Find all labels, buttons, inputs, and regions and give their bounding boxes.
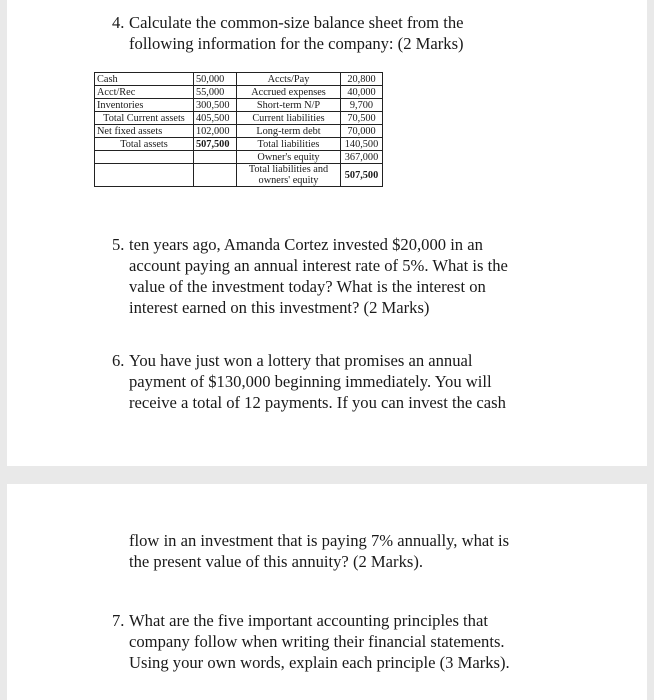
question-4-number: 4. <box>112 13 125 32</box>
question-7-line-1: What are the five important accounting principles that <box>129 611 488 630</box>
table-row <box>95 138 383 151</box>
question-6-continued <box>112 530 537 572</box>
table-cell: 9,700 <box>341 99 383 112</box>
question-6-number: 6. <box>112 351 125 370</box>
question-6-line-4: flow in an investment that is paying 7% annually, what is <box>129 531 510 550</box>
table-row <box>95 112 383 125</box>
table-cell: Current liabilities <box>237 112 341 125</box>
table-cell: Long-term debt <box>237 125 341 138</box>
table-cell <box>194 164 237 187</box>
question-6-line-2: payment of $130,000 beginning immediately. You will <box>129 372 492 391</box>
question-5 <box>112 234 537 318</box>
table-cell: 507,500 <box>341 164 383 187</box>
question-6-line-3: receive a total of 12 payments. If you can invest the cash <box>129 393 506 412</box>
table-cell: 50,000 <box>194 73 237 86</box>
table-cell: 367,000 <box>341 151 383 164</box>
question-6 <box>112 350 537 413</box>
table-cell: Accts/Pay <box>237 73 341 86</box>
table-cell: Total assets <box>95 138 194 151</box>
table-cell: Total liabilities and owners' equity <box>237 164 341 187</box>
table-cell <box>194 151 237 164</box>
question-5-line-1: ten years ago, Amanda Cortez invested $20,000 in an <box>129 235 483 254</box>
question-7-line-3: Using your own words, explain each principle (3 Marks). <box>129 653 510 672</box>
table-cell: 70,500 <box>341 112 383 125</box>
question-7-line-2: company follow when writing their financial statements. <box>129 632 505 651</box>
table-cell <box>95 164 194 187</box>
table-cell: Acct/Rec <box>95 86 194 99</box>
table-cell: Owner's equity <box>237 151 341 164</box>
question-6-line-5: the present value of this annuity? (2 Marks). <box>129 552 423 571</box>
table-cell: Total liabilities <box>237 138 341 151</box>
balance-sheet-table <box>94 72 383 187</box>
table-cell: Total Current assets <box>95 112 194 125</box>
table-row <box>95 125 383 138</box>
table-cell: 70,000 <box>341 125 383 138</box>
table-row <box>95 151 383 164</box>
table-cell: 102,000 <box>194 125 237 138</box>
question-4-line-2: following information for the company: (2 Marks) <box>129 34 464 53</box>
table-row <box>95 86 383 99</box>
table-row <box>95 73 383 86</box>
question-6-line-1: You have just won a lottery that promises an annual <box>129 351 473 370</box>
question-5-line-2: account paying an annual interest rate of 5%. What is the <box>129 256 508 275</box>
question-5-line-4: interest earned on this investment? (2 Marks) <box>129 298 430 317</box>
question-4-line-1: Calculate the common-size balance sheet from the <box>129 13 464 32</box>
table-cell: 507,500 <box>194 138 237 151</box>
table-cell: Accrued expenses <box>237 86 341 99</box>
question-5-line-3: value of the investment today? What is the interest on <box>129 277 486 296</box>
table-cell: 140,500 <box>341 138 383 151</box>
table-cell: Inventories <box>95 99 194 112</box>
question-5-number: 5. <box>112 235 125 254</box>
table-cell: 20,800 <box>341 73 383 86</box>
table-row <box>95 164 383 187</box>
table-cell: 40,000 <box>341 86 383 99</box>
table-cell: Net fixed assets <box>95 125 194 138</box>
question-7 <box>112 610 537 673</box>
table-cell: Cash <box>95 73 194 86</box>
table-row <box>95 99 383 112</box>
table-cell: Short-term N/P <box>237 99 341 112</box>
table-cell: 300,500 <box>194 99 237 112</box>
table-cell: 55,000 <box>194 86 237 99</box>
table-cell: 405,500 <box>194 112 237 125</box>
question-7-number: 7. <box>112 611 125 630</box>
question-4 <box>112 12 537 54</box>
table-cell <box>95 151 194 164</box>
